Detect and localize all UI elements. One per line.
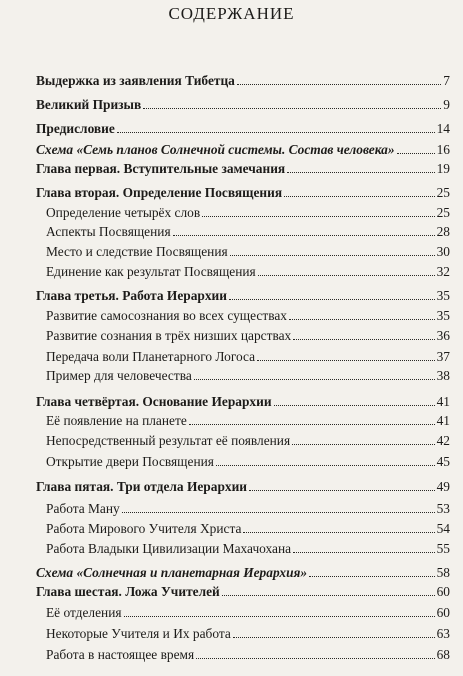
- toc-page-number: 16: [436, 142, 450, 157]
- dot-leader: [293, 339, 434, 340]
- toc-chapter-entry: [36, 120, 450, 138]
- toc-entry-label: Развитие самосознания во всех существах: [46, 308, 287, 323]
- dot-leader: [122, 512, 435, 513]
- dot-leader: [309, 576, 434, 577]
- toc-chapter-entry: [36, 393, 450, 411]
- toc-subentry: [46, 204, 450, 222]
- dot-leader: [243, 532, 434, 533]
- toc-entry-label: Глава первая. Вступительные замечания: [36, 161, 286, 176]
- toc-entry-label: Непосредственный результат её появления: [46, 433, 291, 448]
- toc-subentry: [46, 520, 450, 538]
- toc-page-number: 41: [436, 413, 450, 428]
- toc-page-number: 25: [436, 185, 450, 200]
- toc-page-number: 68: [436, 647, 450, 662]
- toc-page-number: 9: [443, 97, 450, 112]
- toc-entry-label: Глава четвёртая. Основание Иерархии: [36, 394, 272, 409]
- toc-page-number: 32: [436, 264, 450, 279]
- dot-leader: [258, 275, 435, 276]
- toc-entry-label: Работа Мирового Учителя Христа: [46, 521, 242, 536]
- toc-entry-label: Пример для человечества: [46, 368, 192, 383]
- toc-chapter-entry: [36, 287, 450, 305]
- toc-entry-label: Глава вторая. Определение Посвящения: [36, 185, 283, 200]
- toc-page-number: 19: [436, 161, 450, 176]
- toc-subentry: [46, 604, 450, 622]
- toc-chapter-entry: [36, 184, 450, 202]
- toc-entry-label: Её появление на планете: [46, 413, 187, 428]
- toc-scheme-entry: [36, 141, 450, 159]
- dot-leader: [173, 235, 435, 236]
- toc-page-number: 30: [436, 244, 450, 259]
- toc-page-number: 14: [436, 121, 450, 136]
- dot-leader: [143, 108, 441, 109]
- dot-leader: [287, 172, 434, 173]
- toc-page-number: 28: [436, 224, 450, 239]
- dot-leader: [117, 132, 435, 133]
- toc-entry-label: Выдержка из заявления Тибетца: [36, 73, 235, 88]
- toc-page-number: 42: [436, 433, 450, 448]
- dot-leader: [194, 379, 435, 380]
- toc-page-number: 38: [436, 368, 450, 383]
- toc-page-number: 36: [436, 328, 450, 343]
- toc-chapter-entry: [36, 96, 450, 114]
- toc-page-number: 58: [436, 565, 450, 580]
- toc-chapter-entry: [36, 72, 450, 90]
- toc-page-number: 54: [436, 521, 450, 536]
- dot-leader: [397, 153, 435, 154]
- toc-page-number: 37: [436, 349, 450, 364]
- toc-subentry: [46, 243, 450, 261]
- toc-entry-label: Её отделения: [46, 605, 122, 620]
- dot-leader: [289, 319, 435, 320]
- toc-subentry: [46, 453, 450, 471]
- dot-leader: [293, 552, 434, 553]
- toc-page-number: 35: [436, 288, 450, 303]
- dot-leader: [257, 360, 435, 361]
- toc-entry-label: Работа в настоящее время: [46, 647, 195, 662]
- toc-entry-label: Работа Ману: [46, 501, 120, 516]
- toc-subentry: [46, 223, 450, 241]
- toc-page-number: 63: [436, 626, 450, 641]
- toc-subentry: [46, 348, 450, 366]
- toc-page-number: 25: [436, 205, 450, 220]
- toc-subentry: [46, 412, 450, 430]
- toc-page-number: 7: [443, 73, 450, 88]
- dot-leader: [216, 465, 435, 466]
- toc-subentry: [46, 432, 450, 450]
- toc-entry-label: Глава пятая. Три отдела Иерархии: [36, 479, 248, 494]
- toc-entry-label: Схема «Солнечная и планетарная Иерархия»: [36, 565, 308, 580]
- dot-leader: [237, 84, 441, 85]
- dot-leader: [284, 196, 435, 197]
- dot-leader: [274, 405, 435, 406]
- toc-subentry: [46, 625, 450, 643]
- dot-leader: [249, 490, 435, 491]
- dot-leader: [292, 444, 434, 445]
- toc-subentry: [46, 540, 450, 558]
- toc-chapter-entry: [36, 478, 450, 496]
- toc-subentry: [46, 367, 450, 385]
- toc-page-number: 53: [436, 501, 450, 516]
- toc-page-number: 49: [436, 479, 450, 494]
- toc-subentry: [46, 500, 450, 518]
- toc-entry-label: Работа Владыки Цивилизации Махачохана: [46, 541, 292, 556]
- dot-leader: [189, 424, 435, 425]
- toc-scheme-entry: [36, 564, 450, 582]
- toc-entry-label: Развитие сознания в трёх низших царствах: [46, 328, 292, 343]
- toc-entry-label: Открытие двери Посвящения: [46, 454, 214, 469]
- dot-leader: [229, 299, 435, 300]
- toc-entry-label: Глава третья. Работа Иерархии: [36, 288, 227, 303]
- toc-page-number: 41: [436, 394, 450, 409]
- toc-subentry: [46, 263, 450, 281]
- dot-leader: [233, 637, 435, 638]
- toc-entry-label: Схема «Семь планов Солнечной системы. Состав человека»: [36, 142, 395, 157]
- toc-chapter-entry: [36, 583, 450, 601]
- toc-entry-label: Некоторые Учителя и Их работа: [46, 626, 231, 641]
- toc-chapter-entry: [36, 160, 450, 178]
- toc-page-number: 55: [436, 541, 450, 556]
- toc-entry-label: Определение четырёх слов: [46, 205, 201, 220]
- toc-entry-label: Предисловие: [36, 121, 115, 136]
- toc-page-number: 35: [436, 308, 450, 323]
- toc-entry-label: Аспекты Посвящения: [46, 224, 171, 239]
- toc-entry-label: Место и следствие Посвящения: [46, 244, 228, 259]
- toc-page-number: 60: [436, 605, 450, 620]
- toc-entry-label: Великий Призыв: [36, 97, 142, 112]
- dot-leader: [230, 255, 435, 256]
- toc-entry-label: Передача воли Планетарного Логоса: [46, 349, 256, 364]
- toc-page-number: 45: [436, 454, 450, 469]
- dot-leader: [196, 658, 434, 659]
- dot-leader: [202, 216, 434, 217]
- dot-leader: [222, 595, 435, 596]
- toc-subentry: [46, 646, 450, 664]
- toc-entry-label: Глава шестая. Ложа Учителей: [36, 584, 220, 599]
- toc-entry-label: Единение как результат Посвящения: [46, 264, 256, 279]
- page-title: СОДЕРЖАНИЕ: [168, 4, 295, 23]
- dot-leader: [124, 616, 435, 617]
- toc-subentry: [46, 327, 450, 345]
- toc-page-number: 60: [436, 584, 450, 599]
- toc-subentry: [46, 307, 450, 325]
